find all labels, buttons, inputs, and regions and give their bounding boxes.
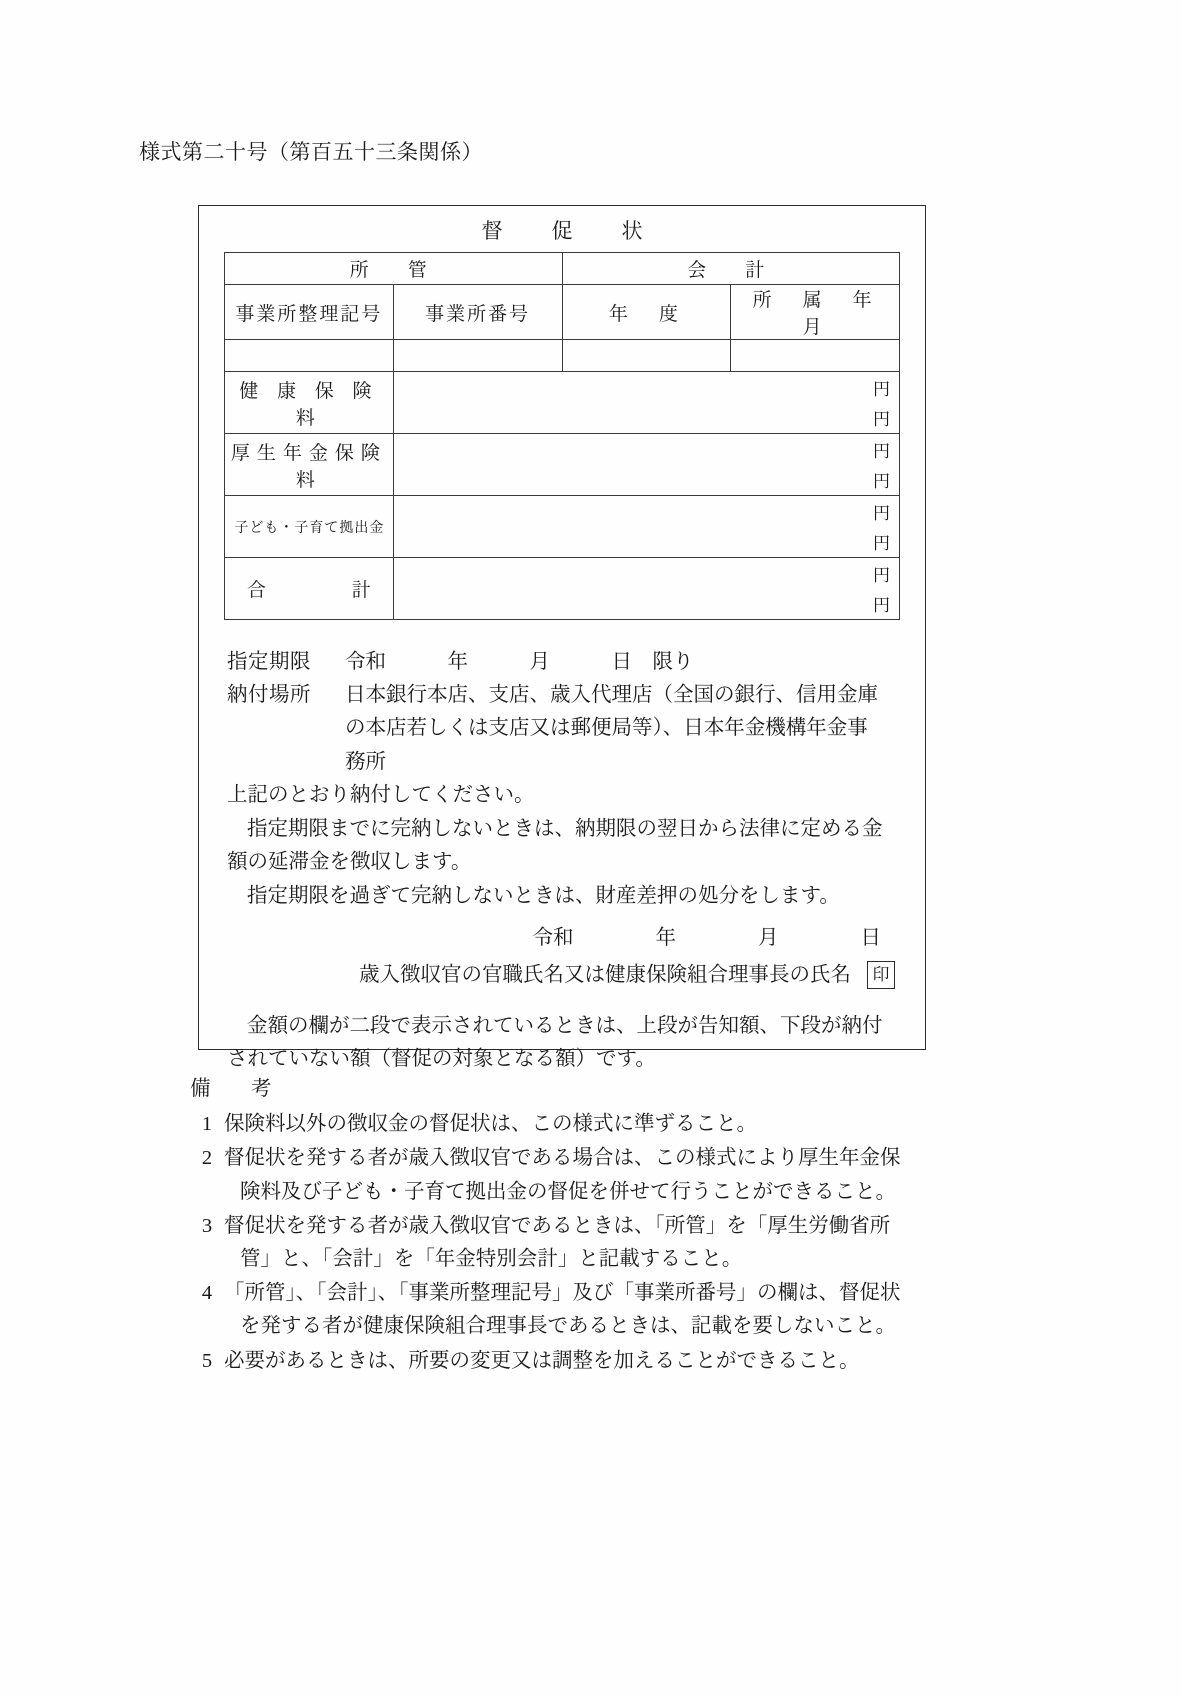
remark-text — [224, 1345, 980, 1378]
late-fee-notice-line-2: 額の延滞金を徴収します。 — [227, 851, 472, 874]
remark-line: 保険料以外の徴収金の督促状は、この様式に準ずること。 — [224, 1113, 757, 1136]
label-total — [225, 558, 394, 620]
remark-line-cont: 管」と、「会計」を「年金特別会計」と記載すること。 — [240, 1248, 743, 1271]
field-health-insurance-amount[interactable] — [393, 372, 899, 434]
yen-unit-top: 円 — [873, 504, 890, 523]
label-pension-insurance-premium: 厚生年金保険料 — [225, 434, 394, 496]
yen-unit-top: 円 — [873, 442, 890, 461]
remark-number: 1 — [201, 1113, 213, 1136]
remark-line-cont: 険料及び子ども・子育て拠出金の督促を併せて行うことができること。 — [240, 1180, 896, 1203]
yen-unit-top: 円 — [873, 566, 890, 585]
table-row-health-insurance — [225, 372, 900, 434]
signatory-line — [227, 959, 903, 992]
late-fee-notice-line-1: 指定期限までに完納しないときは、納期限の翌日から法律に定める金 — [247, 818, 883, 841]
document-title: 督 促 状 — [481, 219, 657, 243]
payment-place-text-2: の本店若しくは支店又は郵便局等）、日本年金機構年金事 — [345, 717, 868, 740]
label-total-right: 計 — [351, 580, 371, 601]
list-item — [190, 1142, 980, 1208]
label-childcare-contribution: 子ども・子育て拠出金 — [225, 496, 394, 558]
deadline-value: 令和 年 月 日 限り — [345, 651, 694, 673]
remark-line-cont: を発する者が健康保険組合理事長であるときは、記載を要しないこと。 — [240, 1315, 896, 1338]
deadline-label: 指定期限 — [227, 651, 311, 673]
yen-unit-bottom: 円 — [873, 534, 890, 553]
list-item — [190, 1345, 980, 1378]
field-belonging-period[interactable] — [731, 340, 900, 372]
cell-fiscal-year-header: 年 度 — [562, 285, 731, 340]
table-row-childcare-contribution — [225, 496, 900, 558]
two-tier-footnote-line-1: 金額の欄が二段で表示されているときは、上段が告知額、下段が納付 — [247, 1015, 883, 1038]
table-row-jurisdiction — [225, 253, 900, 285]
cell-belonging-period-header: 所 属 年 月 — [731, 285, 900, 340]
remark-text — [224, 1108, 980, 1141]
field-office-code[interactable] — [225, 340, 394, 372]
yen-unit-stack — [873, 496, 890, 557]
payment-place-line — [227, 679, 903, 712]
table-row-pension-insurance — [225, 434, 900, 496]
remark-number: 2 — [201, 1147, 213, 1170]
payment-place-label: 納付場所 — [227, 684, 311, 707]
remark-line: 督促状を発する者が歳入徴収官である場合は、この様式により厚生年金保 — [224, 1147, 901, 1170]
cell-kaikei-header: 会 計 — [562, 253, 900, 285]
list-item — [190, 1277, 980, 1343]
cell-shokan-header: 所 管 — [225, 253, 563, 285]
list-item — [190, 1210, 980, 1276]
remark-line: 「所管」、「会計」、「事業所整理記号」及び「事業所番号」の欄は、督促状 — [224, 1282, 901, 1305]
remark-line: 督促状を発する者が歳入徴収官であるときは、「所管」を「厚生労働省所 — [224, 1214, 891, 1237]
cell-office-number-header: 事業所番号 — [393, 285, 562, 340]
issue-date: 令和 年 月 日 — [532, 926, 881, 949]
two-tier-footnote-line-2: されていない額（督促の対象となる額）です。 — [227, 1047, 656, 1070]
remark-number: 3 — [201, 1214, 213, 1237]
yen-unit-top: 円 — [873, 380, 890, 399]
remarks-title: 備 考 — [190, 1078, 282, 1100]
label-total-left: 合 — [247, 580, 267, 601]
remark-line: 必要があるときは、所要の変更又は調整を加えることができること。 — [224, 1349, 860, 1372]
field-office-number[interactable] — [393, 340, 562, 372]
table-row-entry-values — [225, 340, 900, 372]
field-fiscal-year[interactable] — [562, 340, 731, 372]
yen-unit-bottom: 円 — [873, 596, 890, 615]
remarks-section — [190, 1073, 980, 1378]
payment-instruction: 上記のとおり納付してください。 — [227, 783, 535, 806]
yen-unit-stack — [873, 434, 890, 495]
deadline-line — [227, 646, 903, 679]
demand-notice-box — [198, 205, 926, 1070]
yen-unit-bottom: 円 — [873, 410, 890, 429]
field-childcare-contribution-amount[interactable] — [393, 496, 899, 558]
seal-stamp-icon: 印 — [867, 961, 895, 989]
remark-text — [224, 1277, 980, 1343]
field-total-amount[interactable] — [393, 558, 899, 620]
yen-unit-bottom: 円 — [873, 472, 890, 491]
form-number-heading: 様式第二十号（第百五十三条関係） — [139, 140, 483, 164]
remark-number: 4 — [201, 1282, 213, 1305]
list-item — [190, 1108, 980, 1141]
table-row-total — [225, 558, 900, 620]
yen-unit-stack — [873, 372, 890, 433]
remark-text — [224, 1142, 980, 1208]
field-pension-insurance-amount[interactable] — [393, 434, 899, 496]
form-table — [224, 252, 903, 620]
payment-place-text-1: 日本銀行本店、支店、歳入代理店（全国の銀行、信用金庫 — [345, 684, 878, 707]
signatory-label: 歳入徴収官の官職氏名又は健康保険組合理事長の氏名 — [359, 963, 851, 986]
notice-body — [199, 620, 925, 1076]
yen-unit-stack — [873, 558, 890, 619]
remark-text — [224, 1210, 980, 1276]
seizure-notice: 指定期限を過ぎて完納しないときは、財産差押の処分をします。 — [247, 885, 840, 908]
table-row-column-headers — [225, 285, 900, 340]
payment-place-text-3: 務所 — [345, 750, 386, 773]
remark-number: 5 — [201, 1349, 213, 1372]
cell-office-code-header: 事業所整理記号 — [225, 285, 394, 340]
label-health-insurance-premium: 健 康 保 険 料 — [225, 372, 394, 434]
two-tier-footnote — [227, 1010, 903, 1076]
